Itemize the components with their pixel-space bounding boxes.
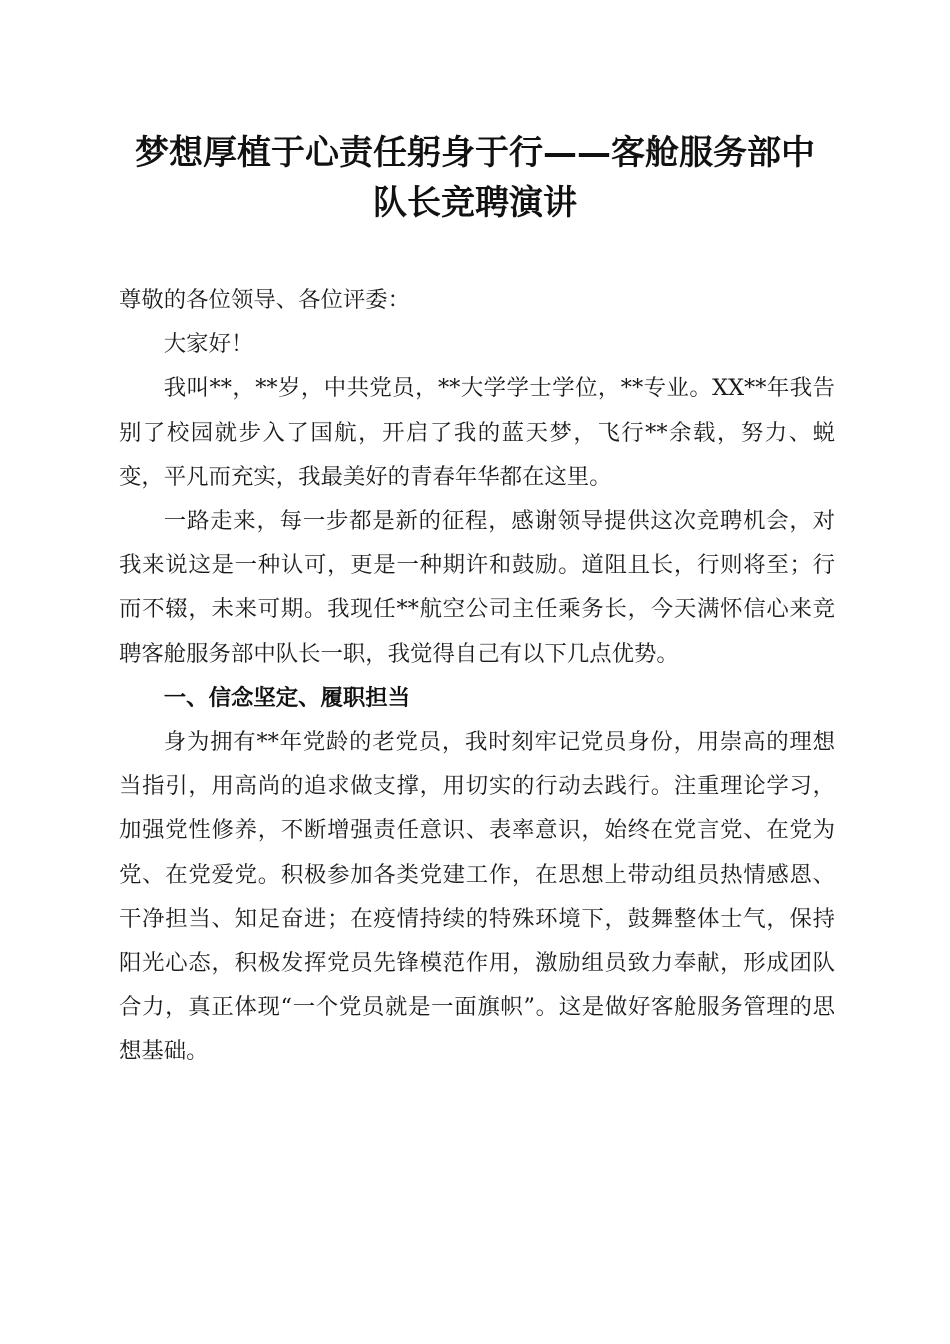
document-title xyxy=(100,128,850,228)
greeting: 大家好！ xyxy=(163,331,254,358)
section-heading: 一、信念坚定、履职担当 xyxy=(163,684,411,711)
document-body xyxy=(119,278,835,1074)
title-line-2: 队长竞聘演讲 xyxy=(373,183,577,223)
salutation: 尊敬的各位领导、各位评委： xyxy=(119,287,411,313)
title-line-1: 梦想厚植于心责任躬身于行——客舱服务部中 xyxy=(135,133,815,173)
paragraph-motivation: 一路走来，每一步都是新的征程，感谢领导提供这次竞聘机会，对我来说这是一种认可，更是一种期许和鼓励。道阻且长，行则将至；行而不辍，未来可期。我现任**航空公司主任乘务长，今天满怀信心来竞聘客舱服务部中队长一职，我觉得自己有以下几点优势。 xyxy=(119,508,835,667)
paragraph-introduction: 我叫**，**岁，中共党员，**大学学士学位，**专业。XX**年我告别了校园就步入了国航，开启了我的蓝天梦，飞行**余载，努力、蜕变，平凡而充实，我最美好的青春年华都在这里。 xyxy=(119,375,835,490)
section-paragraph: 身为拥有**年党龄的老党员，我时刻牢记党员身份，用崇高的理想当指引，用高尚的追求做支撑，用切实的行动去践行。注重理论学习，加强党性修养，不断增强责任意识、表率意识，始终在党言党、在党为党、在党爱党。积极参加各类党建工作，在思想上带动组员热情感恩、干净担当、知足奋进；在疫情持续的特殊环境下，鼓舞整体士气，保持阳光心态，积极发挥党员先锋模范作用，激励组员致力奉献，形成团队合力，真正体现“一个党员就是一面旗帜”。这是做好客舱服务管理的思想基础。 xyxy=(119,729,835,1065)
